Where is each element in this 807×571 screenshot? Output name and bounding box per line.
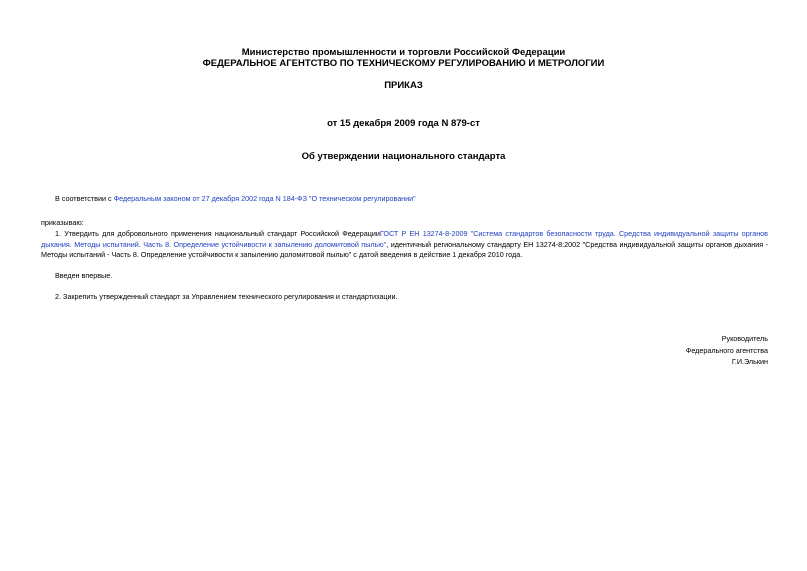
document-date-number: от 15 декабря 2009 года N 879-ст [327,118,480,129]
ministry-title: Министерство промышленности и торговли Российской Федерации [241,47,566,58]
item-2-paragraph: 2. Закрепить утвержденный стандарт за Управлением технического регулирования и стандартизации. [55,292,398,301]
signature-name: Г.И.Элькин [731,357,768,366]
introduced-note: Введен впервые. [55,271,113,280]
signature-title-1: Руководитель [721,334,768,343]
document-type: ПРИКАЗ [384,80,423,91]
gost-standard-link[interactable]: ГОСТ Р ЕН 13274-8-2009 "Система стандартов безопасности труда. Средства индивидуальной защиты органов дыхания. Методы испытаний. Часть 8. Определение устойчивости к запылению доломитовой пылью" [41,229,768,249]
document-subject: Об утверждении национального стандарта [301,151,506,162]
item-1-prefix: 1. Утвердить для добровольного применения национальный стандарт Российской Федерации [55,229,380,238]
item-1-suffix: , идентичный региональному стандарту ЕН 13274-8:2002 "Средства индивидуальной защиты органов дыхания - Методы испытаний - Часть 8. Определение устойчивости к запылению доломитовой пылью" с датой введения в действие 1 декабря 2010 года. [41,239,768,260]
federal-law-link[interactable]: Федеральным законом от 27 декабря 2002 года N 184-ФЗ "О техническом регулировании" [113,194,416,203]
order-word: приказываю: [41,218,84,227]
intro-paragraph [55,194,767,205]
intro-prefix: В соответствии с [55,194,114,203]
item-1-paragraph [41,229,768,261]
signature-title-2: Федерального агентства [685,345,768,355]
agency-title: ФЕДЕРАЛЬНОЕ АГЕНТСТВО ПО ТЕХНИЧЕСКОМУ РЕГУЛИРОВАНИЮ И МЕТРОЛОГИИ [202,58,605,69]
